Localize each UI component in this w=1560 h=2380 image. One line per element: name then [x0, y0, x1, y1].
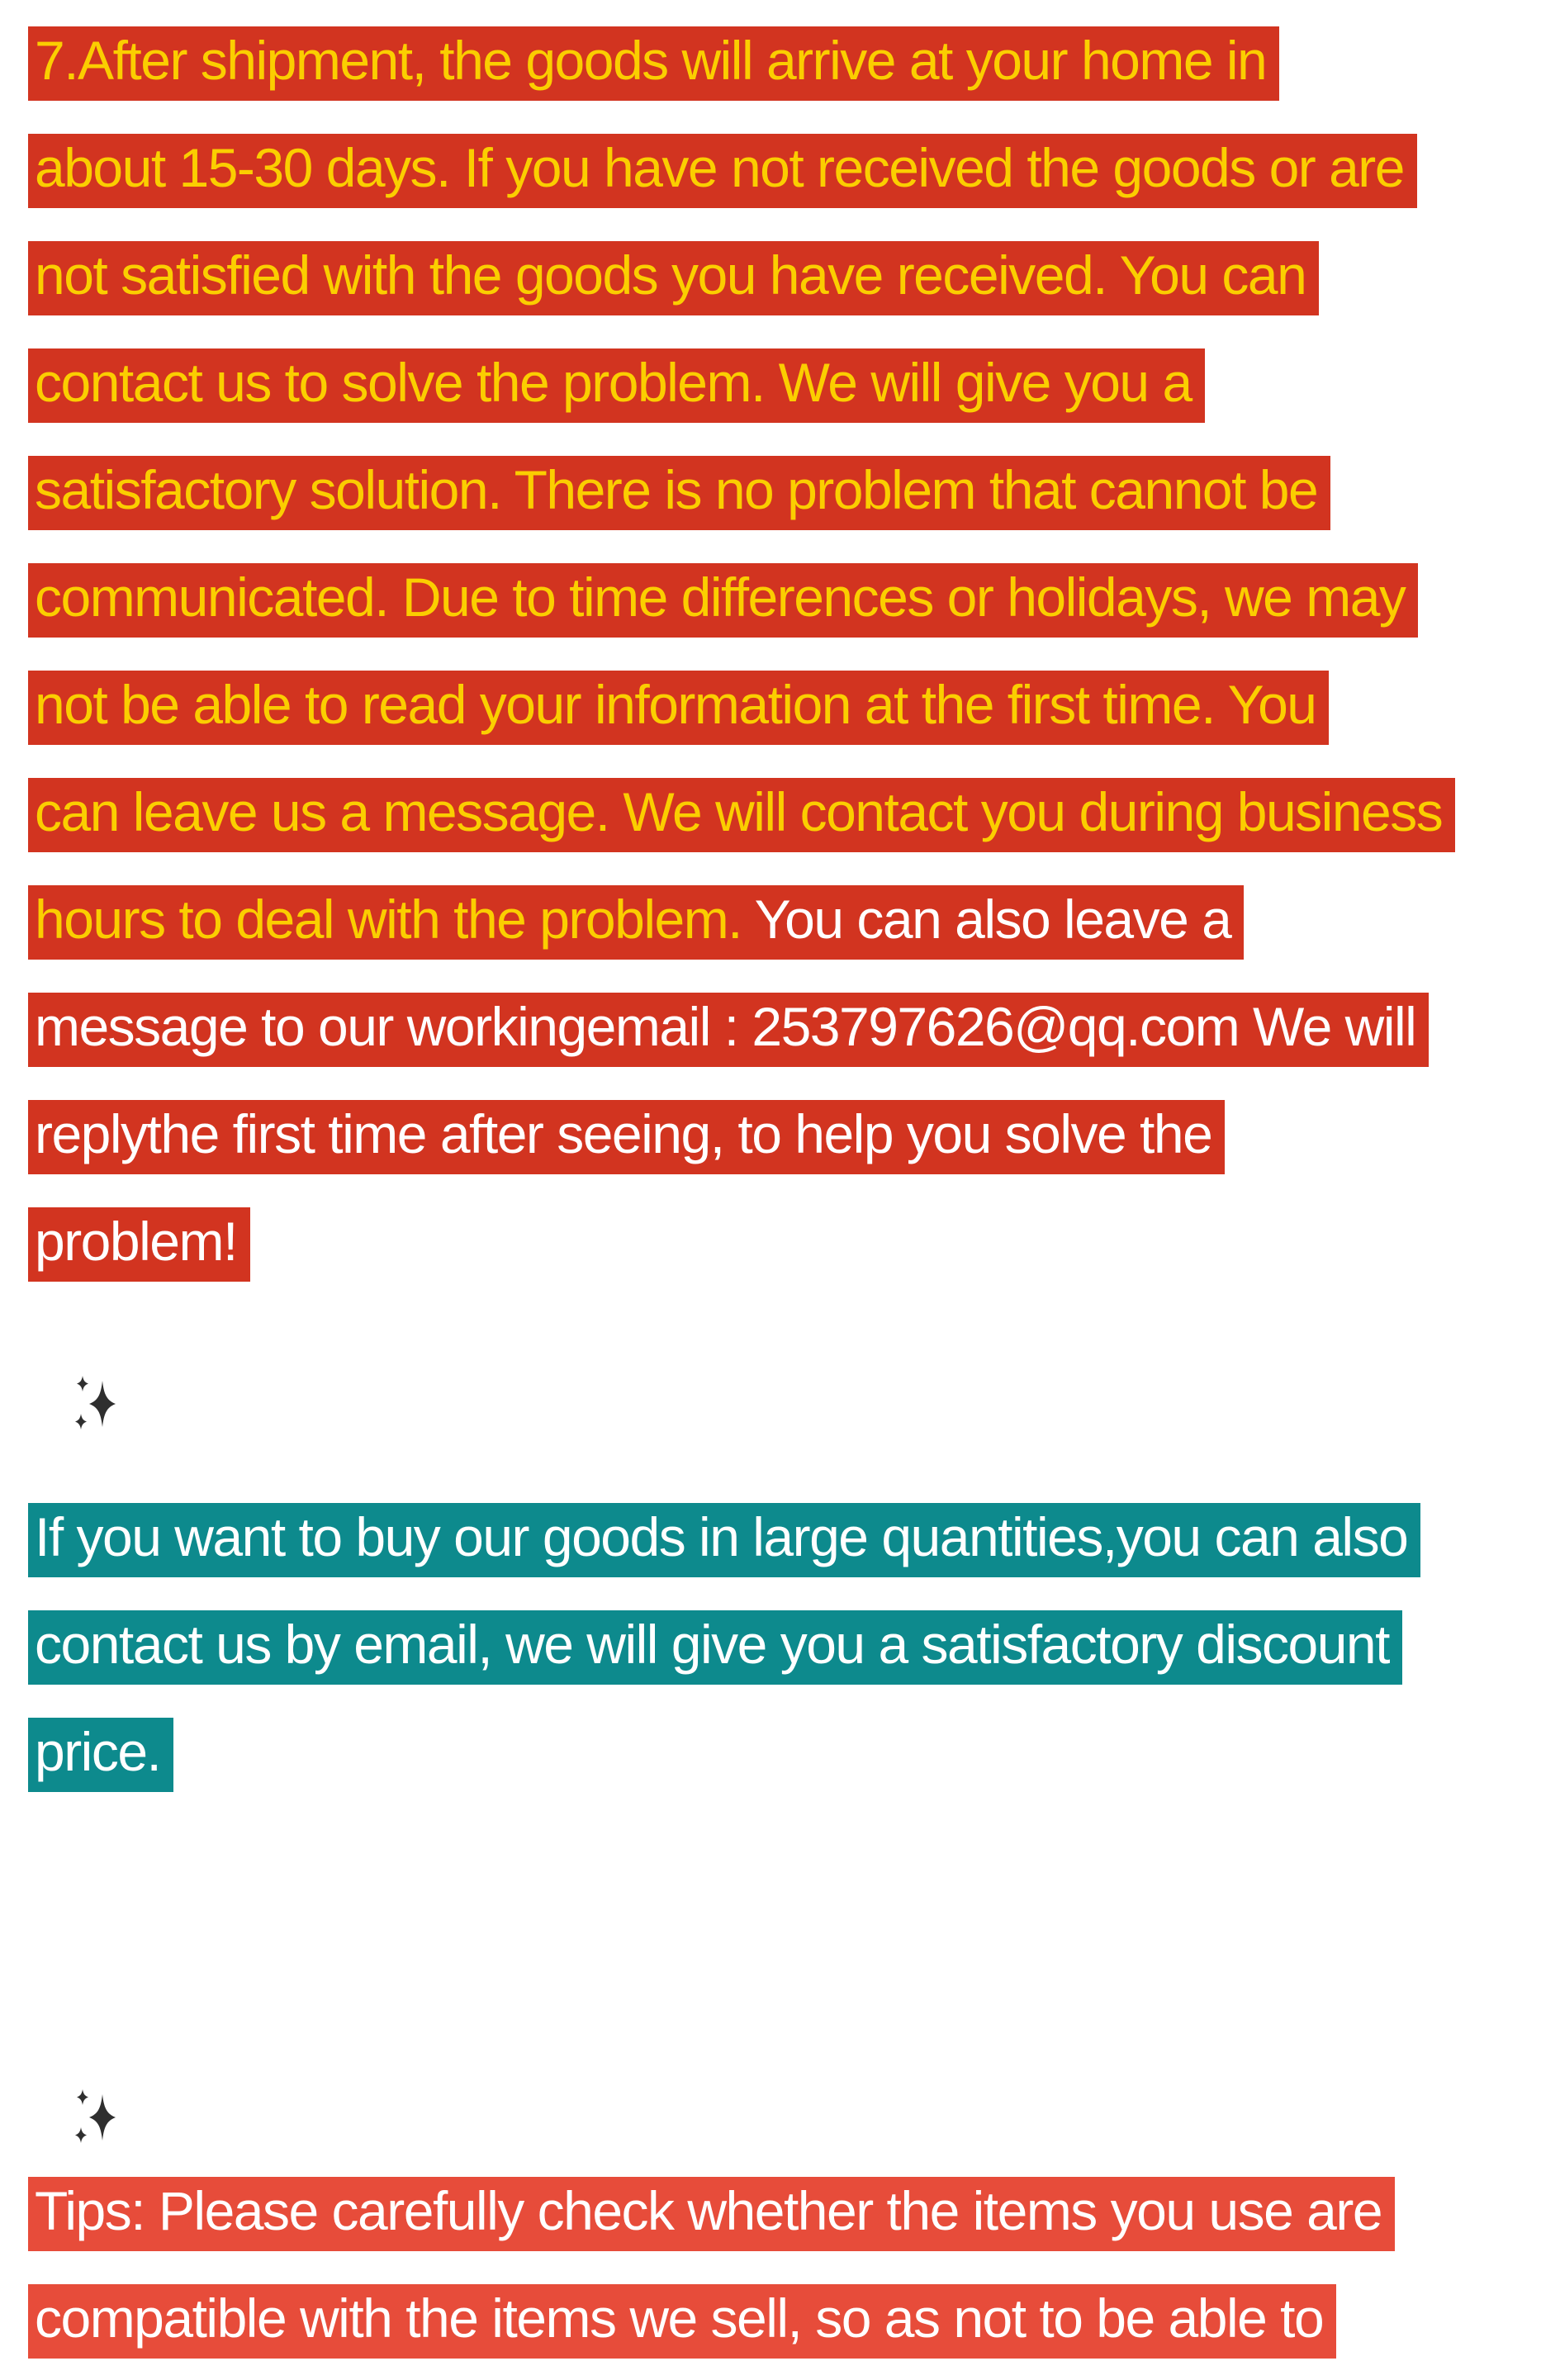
- text-segment: not satisfied with the goods you have received. You can: [35, 244, 1306, 306]
- text-segment: contact us to solve the problem. We will give you a: [35, 352, 1192, 414]
- text-segment: can leave us a message. We will contact you during business: [35, 781, 1443, 843]
- highlighted-text: [28, 1718, 173, 1792]
- highlighted-text: [28, 671, 1329, 745]
- sparkles-icon: [74, 1374, 117, 1437]
- highlighted-text: [28, 26, 1279, 101]
- text-line: [28, 1083, 1560, 1191]
- highlighted-text: [28, 778, 1455, 852]
- text-line: [28, 1594, 1560, 1701]
- text-segment: communicated. Due to time differences or holidays, we may: [35, 567, 1406, 628]
- highlighted-text: [28, 563, 1418, 638]
- highlighted-text: [28, 2177, 1395, 2251]
- section-bulk-purchase-notice: [28, 1486, 1560, 1809]
- sparkles-icon: [74, 2088, 117, 2150]
- text-segment: hours to deal with the problem.: [35, 889, 755, 951]
- text-line: [28, 117, 1560, 225]
- text-line: [28, 976, 1560, 1083]
- text-segment: 7.After shipment, the goods will arrive at your home in: [35, 30, 1267, 92]
- text-segment: You can also leave a: [754, 889, 1231, 951]
- text-line: [28, 2160, 1560, 2268]
- text-segment: Tips: Please carefully check whether the items you use are: [35, 2180, 1382, 2242]
- text-line: [28, 761, 1560, 869]
- highlighted-text: [28, 1610, 1402, 1685]
- section-compatibility-tips: [28, 2160, 1560, 2375]
- text-segment: contact us by email, we will give you a satisfactory discount: [35, 1614, 1389, 1676]
- text-segment: satisfactory solution. There is no problem that cannot be: [35, 459, 1318, 521]
- text-line: [28, 1486, 1560, 1594]
- text-line: [28, 332, 1560, 439]
- text-line: [28, 225, 1560, 332]
- text-segment: If you want to buy our goods in large quantities,you can also: [35, 1506, 1408, 1568]
- text-line: [28, 2268, 1560, 2375]
- text-line: [28, 10, 1560, 117]
- text-segment: replythe first time after seeing, to help you solve the: [35, 1103, 1212, 1165]
- text-line: [28, 1701, 1560, 1809]
- text-segment: price.: [35, 1721, 161, 1783]
- section-shipping-notice: [28, 10, 1560, 1298]
- text-segment: about 15-30 days. If you have not received the goods or are: [35, 137, 1404, 199]
- text-segment: compatible with the items we sell, so as not to be able to: [35, 2288, 1324, 2349]
- highlighted-text: [28, 1503, 1420, 1577]
- highlighted-text: [28, 2284, 1336, 2359]
- highlighted-text: [28, 1100, 1225, 1174]
- text-segment: problem!: [35, 1211, 237, 1273]
- text-line: [28, 654, 1560, 761]
- text-line: [28, 1191, 1560, 1298]
- text-segment: not be able to read your information at the first time. You: [35, 674, 1316, 736]
- text-line: [28, 439, 1560, 547]
- highlighted-text: [28, 993, 1429, 1067]
- highlighted-text: [28, 1207, 250, 1282]
- text-line: [28, 547, 1560, 654]
- highlighted-text: [28, 134, 1417, 208]
- text-line: [28, 869, 1560, 976]
- highlighted-text: [28, 348, 1205, 423]
- highlighted-text: [28, 456, 1330, 530]
- highlighted-text: [28, 885, 1244, 960]
- text-segment: message to our workingemail : 253797626@qq.com We will: [35, 996, 1416, 1058]
- highlighted-text: [28, 241, 1319, 315]
